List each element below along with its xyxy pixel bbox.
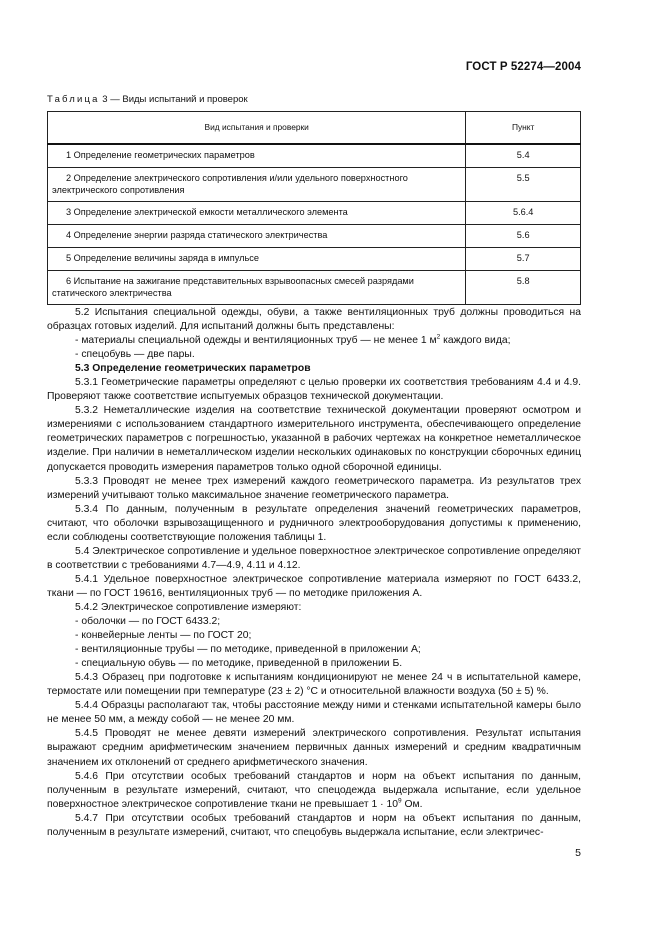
table-cell-clause: 5.4 (466, 144, 581, 167)
table-row (48, 167, 581, 202)
table-row (48, 247, 581, 270)
paragraph-5-3-4: 5.3.4 По данным, полученным в результате определения значений геометрических параметров, считают, что оболочки взрывозащищенного и рудничного электрооборудования допустимы к применению, если соблюдены соответствующие положения таблицы 1. (47, 503, 581, 543)
paragraph-5-3-1: 5.3.1 Геометрические параметры определяют с целью проверки их соответствия требованиям 4.4 и 4.9. Проверяют также соответствие испытуемых образцов технической документации. (47, 377, 581, 403)
table-cell-clause: 5.7 (466, 247, 581, 270)
superscript-2: 2 (436, 333, 441, 341)
paragraph-5-4-3: 5.4.3 Образец при подготовке к испытаниям кондиционируют не менее 24 ч в испытательной камере, термостате или помещении при температуре (23 ± 2) °С и относительной влажности воздуха (50 ± 5) %. (47, 672, 581, 698)
table-caption-prefix: Таблица (47, 94, 100, 105)
paragraph-5-2: 5.2 Испытания специальной одежды, обуви, а также вентиляционных труб должны проводиться на образцах готовых изделий. Для испытаний должны быть представлены: (47, 307, 581, 333)
table-cell-test: 4 Определение энергии разряда статического электричества (66, 230, 328, 241)
paragraph-5-4-5: 5.4.5 Проводят не менее девяти измерений электрического сопротивления. Результат испытания выражают средним арифметическим значением первичных данных измерений и средним квадратичным значением их отклонений от среднего арифметического значения. (47, 728, 581, 768)
table-caption-title: 3 — Виды испытаний и проверок (99, 94, 248, 105)
table-cell-clause: 5.5 (466, 167, 581, 202)
standard-designation: ГОСТ Р 52274—2004 (465, 61, 581, 73)
column-header-clause: Пункт (466, 112, 581, 145)
paragraph-5-4-2: 5.4.2 Электрическое сопротивление измеряют: (75, 601, 302, 613)
table-cell-clause: 5.6.4 (466, 202, 581, 225)
list-item-special-shoes: - специальную обувь — по методике, приведенной в приложении Б. (75, 658, 403, 670)
page-number: 5 (575, 847, 581, 859)
table-cell-test: 5 Определение величины заряда в импульсе (66, 252, 259, 263)
paragraph-5-3-3: 5.3.3 Проводят не менее трех измерений каждого геометрического параметра. Из результатов трех измерений учитывают только максимальное значение геометрического параметра. (47, 475, 581, 501)
list-item-shoes: - спецобувь — две пары. (75, 349, 195, 361)
list-item-materials-text: - материалы специальной одежды и вентиляционных труб — не менее 1 м (75, 335, 437, 347)
paragraph-5-4-6 (47, 770, 581, 812)
paragraph-5-4-1: 5.4.1 Удельное поверхностное электрическое сопротивление материала измеряют по ГОСТ 6433.2, ткани — по ГОСТ 19616, вентиляционных труб — по методике приложения А. (47, 573, 581, 599)
tests-table (47, 111, 581, 305)
paragraph-5-4-6-text: 5.4.6 При отсутствии особых требований стандартов и норм на объект испытания по данным, полученным в результате измерений, считают, что спецодежда выдержала испытание, если удельное поверхностное электрическое сопротивление ткани не превышает 1 · 10 (47, 770, 581, 810)
paragraph-5-4-4: 5.4.4 Образцы располагают так, чтобы расстояние между ними и стенками испытательной камеры было не менее 50 мм, а между собой — не менее 20 мм. (47, 700, 581, 726)
table-cell-test: 3 Определение электрической емкости металлического элемента (66, 207, 348, 218)
table-row (48, 270, 581, 305)
list-item-pipes: - вентиляционные трубы — по методике, приведенной в приложении А; (75, 644, 421, 656)
table-cell-clause: 5.8 (466, 270, 581, 305)
table-row (48, 225, 581, 248)
table-cell-test: 6 Испытание на зажигание представительных взрывоопасных смесей разрядами статического электричества (52, 275, 414, 298)
table-row (48, 144, 581, 167)
table-cell-test: 1 Определение геометрических параметров (66, 150, 255, 160)
list-item-shells: - оболочки — по ГОСТ 6433.2; (75, 616, 221, 628)
list-item-materials-tail: каждого вида; (440, 335, 511, 347)
document-body (47, 306, 581, 840)
table-cell-test: 2 Определение электрического сопротивления и/или удельного поверхностного электрического сопротивления (52, 172, 408, 195)
column-header-test-type: Вид испытания и проверки (48, 112, 466, 145)
list-item-belts: - конвейерные ленты — по ГОСТ 20; (75, 630, 252, 642)
superscript-9: 9 (397, 797, 402, 805)
table-cell-clause: 5.6 (466, 225, 581, 248)
paragraph-5-4-6-tail: Ом. (401, 798, 423, 810)
heading-5-3: 5.3 Определение геометрических параметров (75, 363, 311, 375)
paragraph-5-3-2: 5.3.2 Неметаллические изделия на соответствие технической документации проверяют осмотром и измерениями с использованием стандартного измерительного инструмента, обеспечивающего определение геометрических параметров с погрешностью, указанной в рабочих чертежах на конкретное неметаллическое изделие. При наличии в неметаллическом изделии нескольких одинаковых по конструкции сборочных единиц допускается проводить измерения параметров только одной сборочной единицы. (47, 405, 581, 473)
paragraph-5-4-7: 5.4.7 При отсутствии особых требований стандартов и норм на объект испытания по данным, полученным в результате измерений, считают, что спецобувь выдержала испытание, если электричес- (47, 812, 581, 838)
paragraph-5-4: 5.4 Электрическое сопротивление и удельное поверхностное электрическое сопротивление определяют в соответствии с требованиями 4.7—4.9, 4.11 и 4.12. (47, 545, 581, 571)
table-row (48, 202, 581, 225)
list-item-materials (47, 334, 581, 348)
table-caption (47, 94, 248, 105)
table-header-row (48, 112, 581, 145)
